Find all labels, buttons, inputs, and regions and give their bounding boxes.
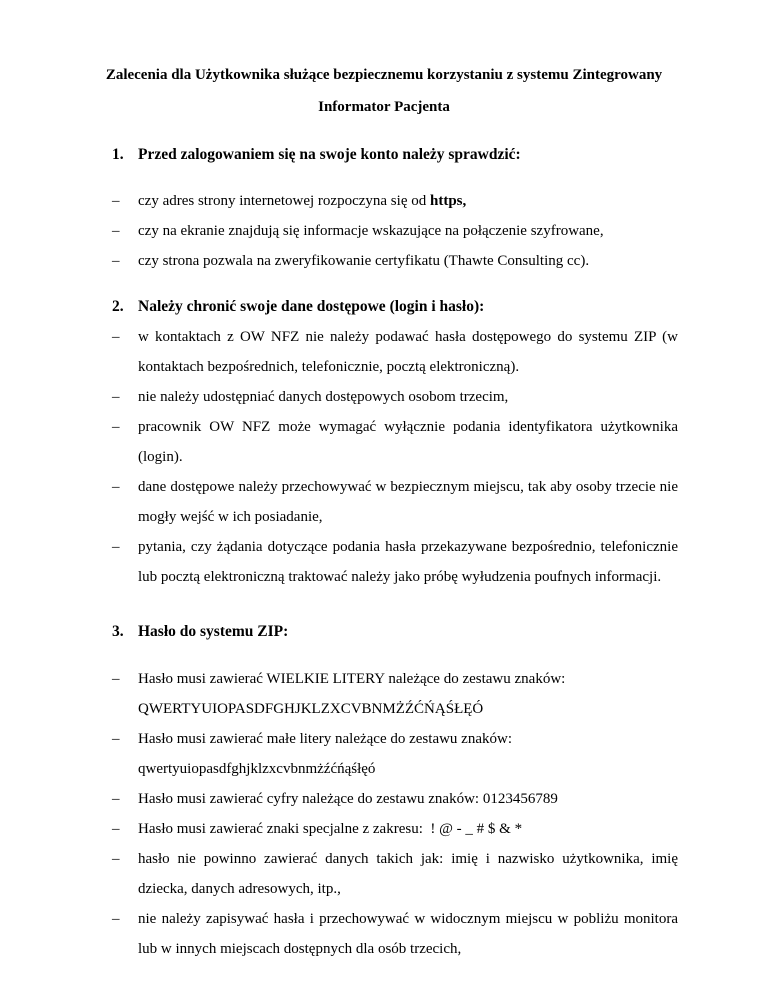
list-item-text: Hasło musi zawierać znaki specjalne z zakresu: ! @ - _ # $ & * [138,821,523,837]
uppercase-charset: QWERTYUIOPASDFGHJKLZXCVBNMŻŹĆŃĄŚŁĘÓ [138,701,484,717]
list-item-text: Hasło musi zawierać cyfry należące do zestawu znaków: 0123456789 [138,791,558,807]
list-item-bold-text: https, [429,193,467,209]
list-item-text: w kontaktach z OW NFZ nie należy podawać hasła dostępowego do systemu ZIP (w kontaktach bezpośrednich, telefonicznie, pocztą elektroniczną). [138,329,678,375]
list-item-text: nie należy zapisywać hasła i przechowywać w widocznym miejscu w pobliżu monitora lub w innych miejscach dostępnych dla osób trzecich, [138,911,678,957]
dash-bullet: – [112,911,120,927]
dash-bullet: – [112,223,120,239]
list-item [112,412,678,472]
section-1-number: 1. [112,146,124,163]
section-3-heading [112,617,288,647]
list-item-text: pytania, czy żądania dotyczące podania hasła przekazywane bezpośrednio, telefonicznie lub pocztą elektroniczną traktować należy jako próbę wyłudzenia poufnych informacji. [138,539,678,585]
section-2-heading [112,292,484,322]
document-title-line-2: Informator Pacjenta [318,99,450,115]
dash-bullet: – [112,389,120,405]
list-item [112,844,678,904]
list-item [112,532,678,592]
dash-bullet: – [112,193,120,209]
dash-bullet: – [112,671,120,687]
list-item [112,904,678,964]
list-item-text: dane dostępowe należy przechowywać w bezpiecznym miejscu, tak aby osoby trzecie nie mogły wejść w ich posiadanie, [138,479,678,525]
dash-bullet: – [112,791,120,807]
list-item [112,472,678,532]
list-item-text: Hasło musi zawierać małe litery należące do zestawu znaków: [138,731,512,747]
section-3-title: Hasło do systemu ZIP: [138,623,289,640]
list-item [112,382,678,412]
list-item-text: czy strona pozwala na zweryfikowanie certyfikatu (Thawte Consulting cc). [138,253,590,269]
list-item [112,814,678,844]
dash-bullet: – [112,253,120,269]
list-item [112,216,678,246]
document-title-line-1: Zalecenia dla Użytkownika służące bezpiecznemu korzystaniu z systemu Zintegrowany [105,67,663,83]
list-item-text: nie należy udostępniać danych dostępowych osobom trzecim, [138,389,509,405]
list-item [112,664,678,724]
list-item [112,784,678,814]
dash-bullet: – [112,821,120,837]
dash-bullet: – [112,539,120,555]
section-2-title: Należy chronić swoje dane dostępowe (login i hasło): [138,298,485,315]
list-item-text: hasło nie powinno zawierać danych takich jak: imię i nazwisko użytkownika, imię dziecka, danych adresowych, itp., [138,851,678,897]
dash-bullet: – [112,479,120,495]
list-item [112,246,678,276]
section-1-title: Przed zalogowaniem się na swoje konto należy sprawdzić: [138,146,521,163]
dash-bullet: – [112,851,120,867]
section-2-number: 2. [112,298,124,315]
section-3-number: 3. [112,623,124,640]
dash-bullet: – [112,329,120,345]
list-item-text: czy na ekranie znajdują się informacje wskazujące na połączenie szyfrowane, [138,223,604,239]
list-item-text: Hasło musi zawierać WIELKIE LITERY należące do zestawu znaków: [138,671,566,687]
list-item-text: pracownik OW NFZ może wymagać wyłącznie podania identyfikatora użytkownika (login). [138,419,678,465]
lowercase-charset: qwertyuiopasdfghjklzxcvbnmżźćńąśłęó [138,761,376,777]
dash-bullet: – [112,419,120,435]
dash-bullet: – [112,731,120,747]
list-item [112,322,678,382]
section-1-heading [112,140,521,170]
list-item-text: czy adres strony internetowej rozpoczyna się od [138,193,430,209]
list-item [112,186,678,216]
list-item [112,724,678,784]
